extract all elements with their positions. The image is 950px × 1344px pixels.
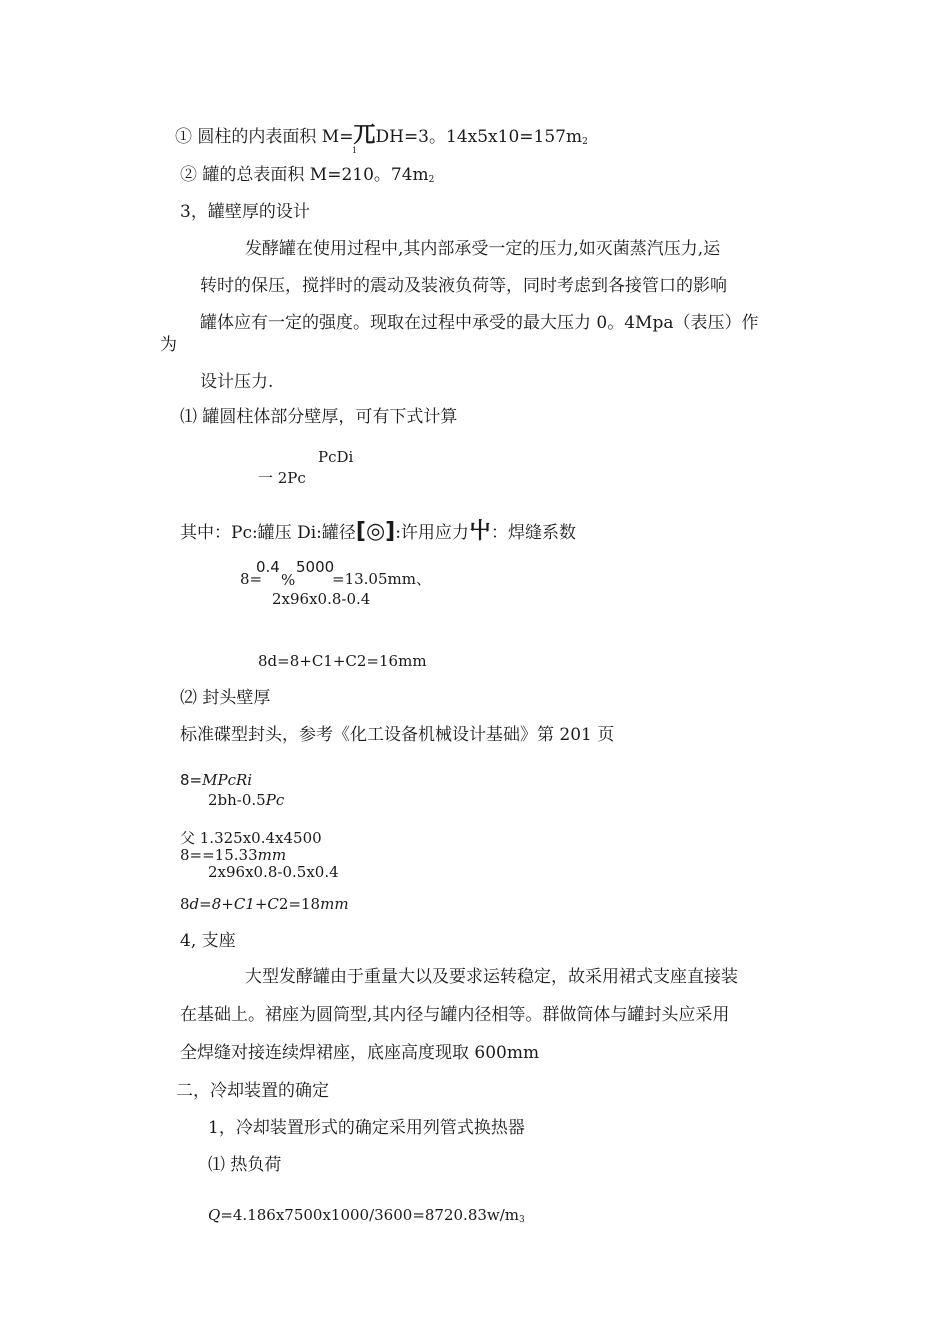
formula-unit: mm <box>320 895 349 913</box>
head-formula-denominator <box>208 793 284 808</box>
formula-unit: mm <box>257 846 287 864</box>
calc-value: 5000 <box>296 558 335 576</box>
paragraph-line: 罐体应有一定的强度。现取在过程中承受的最大压力 0。4Mpa（表压）作 <box>200 313 759 333</box>
formula-text: 2bh-0.5 <box>208 791 266 809</box>
subsection-heading-heat-load: ⑴ 热负荷 <box>208 1155 282 1175</box>
calc-denominator: 2x96x0.8-0.4 <box>272 590 371 608</box>
head-calc-numerator: 父 1.325x0.4x4500 <box>180 829 322 847</box>
section-heading-cooling: 二，冷却装置的确定 <box>176 1081 329 1101</box>
paragraph-line: 在基础上。裙座为圆筒型,其内径与罐内径相等。群做筒体与罐封头应采用 <box>180 1005 730 1025</box>
stress-bracket-symbol: [◎] <box>355 519 396 544</box>
paragraph-line: 设计压力. <box>200 372 274 392</box>
formula-text: d=8+C1+C <box>189 895 279 913</box>
surface-area-formula: DH=3。14x5x10=157m <box>375 127 583 147</box>
formula-text: 8==15.33 <box>180 846 258 864</box>
calc-symbol: % <box>281 571 296 589</box>
paragraph-line: 转时的保压，搅拌时的震动及装液负荷等，同时考虑到各接管口的影响 <box>200 276 727 296</box>
formula-variable: Q <box>208 1206 221 1224</box>
section-heading-wall-thickness: 3，罐壁厚的设计 <box>180 202 310 222</box>
paragraph-line: 全焊缝对接连续焊裙座，底座高度现取 600mm <box>180 1043 540 1063</box>
section-heading-support: 4, 支座 <box>180 931 236 951</box>
formula-text: 8 <box>180 895 190 913</box>
surface-area-line <box>175 124 588 147</box>
surface-area-label: ① 圆柱的内表面积 M= <box>175 127 354 147</box>
heat-load-formula <box>208 1208 525 1225</box>
variable-definitions <box>180 521 576 543</box>
head-formula-numerator <box>180 773 252 788</box>
formula-denominator: 一 2Pc <box>258 469 306 487</box>
unit-exponent: 2 <box>582 137 588 147</box>
paragraph-line: 大型发酵罐由于重量大以及要求运转稳定，故采用裙式支座直接装 <box>245 967 738 987</box>
calc-value: 0.4 <box>256 558 280 576</box>
paragraph-line: 为 <box>160 335 177 355</box>
pi-symbol: 兀 <box>353 122 376 148</box>
formula-symbol: 8= <box>180 771 203 789</box>
total-area-line <box>180 167 434 185</box>
calc-result: =13.05mm、 <box>332 570 431 588</box>
subsection-heading-cooling-type: 1，冷却装置形式的确定采用列管式换热器 <box>208 1118 525 1138</box>
formula-text: =4.186x7500x1000/3600=8720.83w/m <box>220 1206 520 1224</box>
design-thickness: 8d=8+C1+C2=16mm <box>258 652 427 670</box>
total-area-text: ② 罐的总表面积 M=210。74m <box>180 165 429 185</box>
subsection-heading-head: ⑵ 封头壁厚 <box>180 688 271 708</box>
reference-line: 标准碟型封头，参考《化工设备机械设计基础》第 201 页 <box>180 725 615 745</box>
head-calc-denominator: 2x96x0.8-0.5x0.4 <box>208 863 339 881</box>
weld-coefficient-symbol: 屮 <box>468 519 491 544</box>
unit-exponent: 2 <box>428 175 435 185</box>
pi-subscript-mark: 1 <box>352 146 358 155</box>
calc-prefix: 8= <box>240 570 263 588</box>
variable-text: 其中：Pc:罐压 Di:罐径 <box>180 523 356 543</box>
formula-variable: Pc <box>265 791 285 809</box>
variable-text: ：焊缝系数 <box>490 523 576 543</box>
variable-text: :许用应力 <box>395 523 469 543</box>
formula-variable: MPcRi <box>202 771 253 789</box>
head-design-thickness <box>180 897 349 912</box>
paragraph-line: 发酵罐在使用过程中,其内部承受一定的压力,如灭菌蒸汽压力,运 <box>245 239 721 259</box>
formula-text: 2=18 <box>278 895 321 913</box>
subsection-heading-cylinder: ⑴ 罐圆柱体部分壁厚，可有下式计算 <box>180 407 458 427</box>
formula-numerator: PcDi <box>318 448 354 466</box>
head-calc-result <box>180 848 286 863</box>
unit-exponent: 3 <box>519 1215 525 1225</box>
